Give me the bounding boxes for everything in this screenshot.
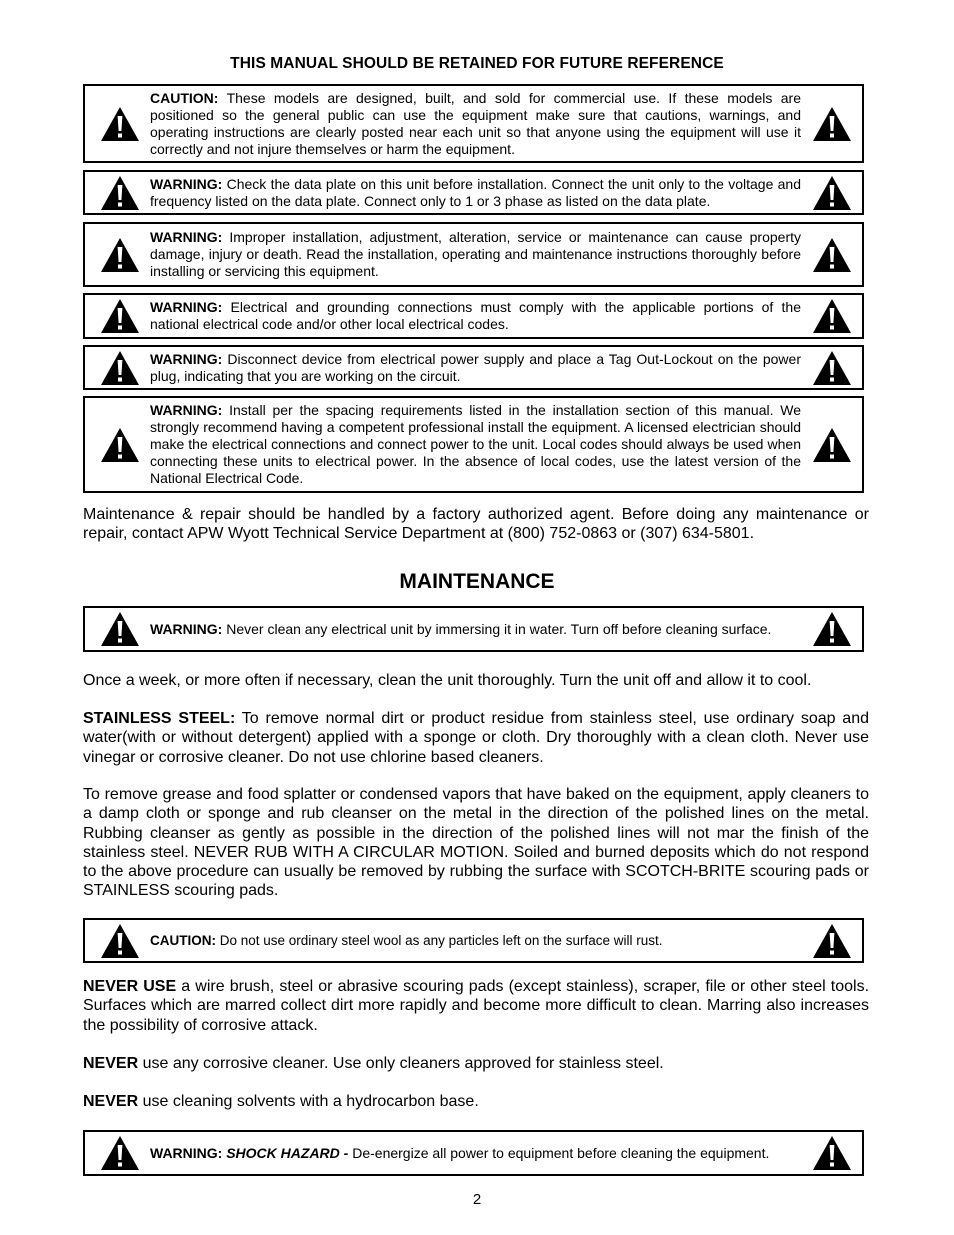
retain-notice-heading: THIS MANUAL SHOULD BE RETAINED FOR FUTURE REFERENCE	[230, 55, 724, 72]
grease-removal-paragraph: To remove grease and food splatter or condensed vapors that have baked on the equipment, apply cleaners to a damp cloth or sponge and rub cleanser on the metal in the direction of the polished lines on the metal. Rubbing cleanser as gently as possible in the direction of the polished lines will not mar the finish of the stainless steel. NEVER RUB WITH A CIRCULAR MOTION. Soiled and burned deposits which do not respond to the above procedure can usually be removed by rubbing the surface with SCOTCH-BRITE scouring pads or STAINLESS scouring pads.	[83, 786, 869, 900]
warning-triangle-icon	[810, 236, 854, 274]
warning-disconnect-box	[83, 345, 864, 390]
warning-immersion-box	[83, 606, 864, 652]
never-corrosive-paragraph: NEVER use any corrosive cleaner. Use only cleaners approved for stainless steel.	[83, 1055, 664, 1072]
warning-triangle-icon	[810, 349, 854, 387]
caution-steel-wool-box	[83, 918, 864, 963]
warning-triangle-icon	[810, 105, 854, 143]
warning-triangle-icon	[98, 236, 142, 274]
warning-data-plate-box	[83, 170, 864, 215]
stainless-steel-paragraph: STAINLESS STEEL: To remove normal dirt or product residue from stainless steel, use ordinary soap and water(with or without detergent) applied with a sponge or cloth. Dry thoroughly with a clean cloth. Never use vinegar or corrosive cleaner. Do not use chlorine based cleaners.	[83, 710, 870, 766]
maintenance-title: MAINTENANCE	[399, 570, 555, 593]
warning-triangle-icon	[98, 1134, 142, 1172]
never-solvents-paragraph: NEVER use cleaning solvents with a hydrocarbon base.	[83, 1093, 479, 1110]
warning-triangle-icon	[810, 297, 854, 335]
notice-text: WARNING: Check the data plate on this unit before installation. Connect the unit only to the voltage and frequency listed on the data plate. Connect only to 1 or 3 phase as listed on the data plate.	[150, 175, 801, 209]
warning-triangle-icon	[98, 174, 142, 212]
notice-text: WARNING: Improper installation, adjustment, alteration, service or maintenance can cause property damage, injury or death. Read the installation, operating and maintenance instructions thoroughly before installing or servicing this equipment.	[150, 229, 801, 279]
never-use-paragraph: NEVER USE a wire brush, steel or abrasive scouring pads (except stainless), scraper, file or other steel tools. Surfaces which are marred collect dirt more rapidly and become more difficult to clean. Marring also increases the possibility of corrosive attack.	[83, 978, 870, 1034]
warning-triangle-icon	[810, 610, 854, 648]
notice-text: WARNING: Electrical and grounding connections must comply with the applicable portions of the national electrical code and/or other local electrical codes.	[150, 299, 801, 332]
service-contact-paragraph: Maintenance & repair should be handled by a factory authorized agent. Before doing any maintenance or repair, contact APW Wyott Technical Service Department at (800) 752-0863 or (307) 634-5801.	[83, 506, 869, 543]
warning-grounding-box	[83, 293, 864, 339]
warning-shock-hazard-box	[83, 1130, 864, 1176]
warning-improper-installation-box	[83, 222, 864, 287]
notice-text: CAUTION: These models are designed, built, and sold for commercial use. If these models are positioned so the general public can use the equipment make sure that cautions, warnings, and operating instructions are clearly posted near each unit so that anyone using the equipment will use it correctly and not injure themselves or harm the equipment.	[150, 89, 801, 157]
page-number: 2	[472, 1191, 482, 1208]
notice-text: WARNING: SHOCK HAZARD - De-energize all power to equipment before cleaning the equipment.	[150, 1144, 770, 1161]
weekly-cleaning-paragraph: Once a week, or more often if necessary, clean the unit thoroughly. Turn the unit off and allow it to cool.	[83, 672, 812, 689]
warning-triangle-icon	[98, 922, 142, 960]
warning-triangle-icon	[810, 174, 854, 212]
warning-triangle-icon	[98, 105, 142, 143]
warning-triangle-icon	[810, 1134, 854, 1172]
warning-triangle-icon	[98, 349, 142, 387]
warning-triangle-icon	[810, 426, 854, 464]
notice-text: CAUTION: Do not use ordinary steel wool as any particles left on the surface will rust.	[150, 933, 663, 948]
caution-commercial-use-box	[83, 84, 864, 163]
warning-triangle-icon	[98, 426, 142, 464]
warning-triangle-icon	[98, 610, 142, 648]
notice-text: WARNING: Install per the spacing requirements listed in the installation section of this manual. We strongly recommend having a competent professional install the equipment. A licensed electrician should make the electrical connections and connect power to the unit. Local codes should always be used when connecting these units to electrical power. In the absence of local codes, use the latest version of the National Electrical Code.	[150, 402, 801, 486]
warning-triangle-icon	[98, 297, 142, 335]
warning-spacing-requirements-box	[83, 396, 864, 493]
warning-triangle-icon	[810, 922, 854, 960]
notice-text: WARNING: Never clean any electrical unit by immersing it in water. Turn off before cleaning surface.	[150, 620, 772, 637]
notice-text: WARNING: Disconnect device from electrical power supply and place a Tag Out-Lockout on the power plug, indicating that you are working on the circuit.	[150, 350, 801, 384]
